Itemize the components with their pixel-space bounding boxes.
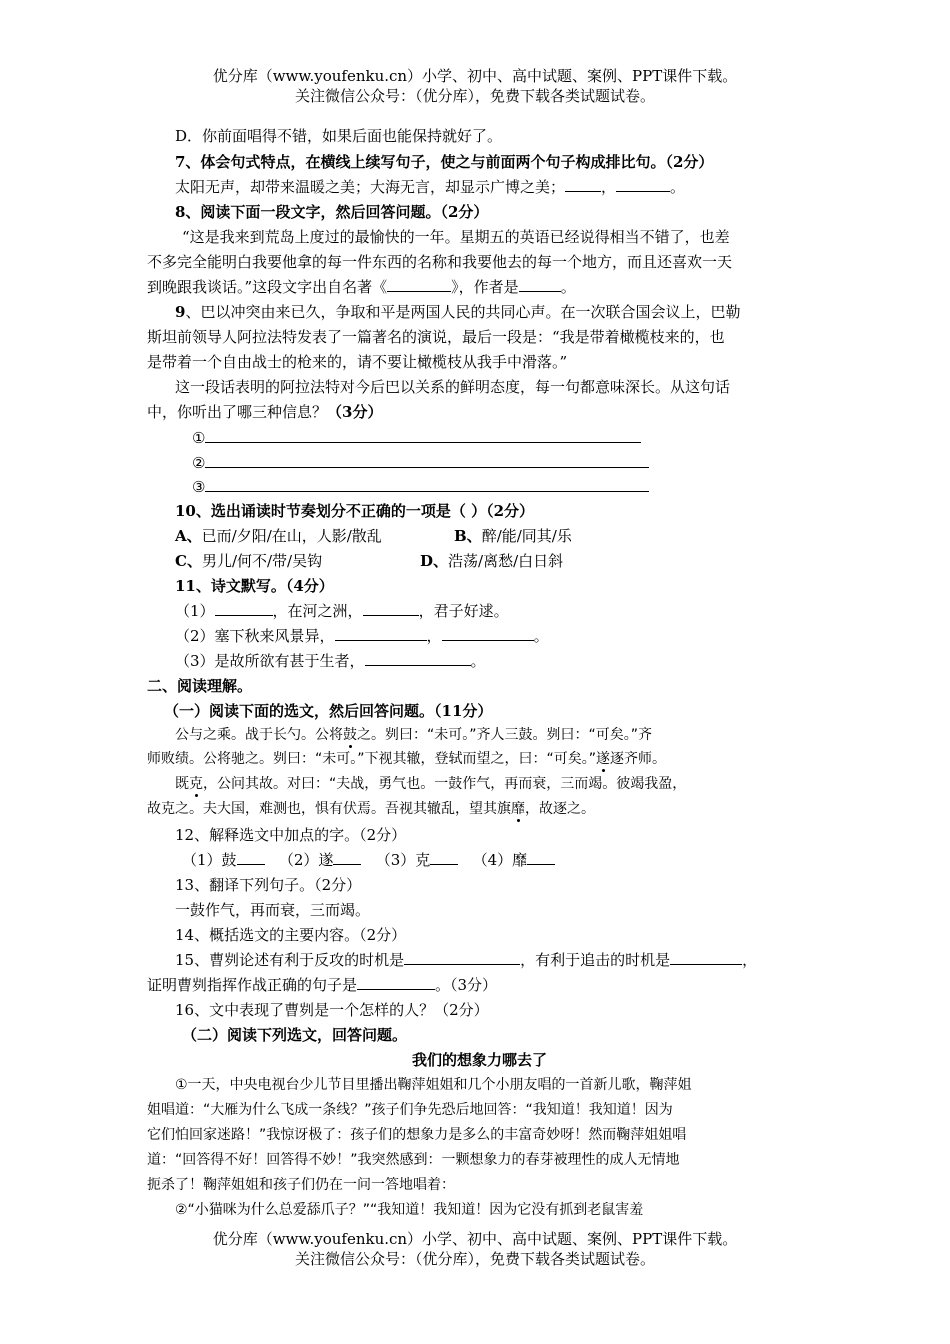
p1-l2a: 师败绩。公将驰之。刿曰：“未可。”下视其辙，登轼而望之，曰：“可矣。” bbox=[147, 751, 597, 767]
q12-blank-4[interactable] bbox=[527, 850, 555, 865]
passage-2-line-5: 扼杀了！鞠萍姐姐和孩子们仍在一问一答地唱着： bbox=[147, 1177, 455, 1193]
dotted-char-mi: 靡 bbox=[511, 801, 525, 817]
q10-option-b[interactable] bbox=[454, 527, 572, 545]
q9-score: （3分） bbox=[327, 403, 383, 421]
q8-text-3a: 到晚跟我谈话。”这段文字出自名著《 bbox=[147, 278, 388, 296]
q12-blank-2[interactable] bbox=[333, 850, 361, 865]
q11-l2b: ， bbox=[426, 627, 442, 645]
q9-text-4: 这一段话表明的阿拉法特对今后巴以关系的鲜明态度，每一句都意味深长。从这句话 bbox=[175, 378, 731, 396]
q8-text-3c: 。 bbox=[560, 278, 576, 296]
q9-answer-1 bbox=[192, 427, 857, 449]
q10-option-c-key: C、 bbox=[175, 552, 202, 570]
q10-option-a-key: A、 bbox=[175, 527, 202, 545]
q16-title: 16、文中表现了曹刿是一个怎样的人？（2分） bbox=[175, 1001, 489, 1019]
q10-option-b-text: 醉/能/同其/乐 bbox=[481, 527, 572, 545]
page-footer-line-1: 优分库（www.youfenku.cn）小学、初中、高中试题、案例、PPT课件下载。 bbox=[212, 1230, 738, 1248]
q13-text: 一鼓作气，再而衰，三而竭。 bbox=[175, 901, 371, 919]
q11-blank-5[interactable] bbox=[365, 651, 471, 666]
q12-item-3: （3）克 bbox=[375, 851, 431, 869]
dotted-char-gu: 鼓 bbox=[343, 727, 357, 743]
q12-title: 12、解释选文中加点的字。（2分） bbox=[175, 826, 407, 844]
q9-answer-1-blank[interactable] bbox=[205, 428, 641, 443]
q10-title: 10、选出诵读时节奏划分不正确的一项是（ ）（2分） bbox=[175, 502, 535, 520]
q11-l1a: （1） bbox=[175, 602, 215, 620]
q8-book-blank[interactable] bbox=[387, 277, 451, 292]
q15-blank-1[interactable] bbox=[404, 950, 520, 965]
page-header-line-2: 关注微信公众号：（优分库），免费下载各类试题试卷。 bbox=[294, 87, 655, 105]
q11-blank-4[interactable] bbox=[442, 626, 534, 641]
q12-item-1: （1）鼓 bbox=[182, 851, 237, 869]
q11-l1c: ，君子好逑。 bbox=[418, 602, 509, 620]
q13-title: 13、翻译下列句子。（2分） bbox=[175, 876, 362, 894]
passage-2-title: 我们的想象力哪去了 bbox=[411, 1051, 547, 1069]
q8-author-blank[interactable] bbox=[519, 277, 561, 292]
q12-item-4: （4）靡 bbox=[472, 851, 528, 869]
q8-text-1: “这是我来到荒岛上度过的最愉快的一年。星期五的英语已经说得相当不错了，也差 bbox=[182, 228, 730, 246]
q15-blank-3[interactable] bbox=[357, 975, 435, 990]
q9-answer-2-marker: ② bbox=[192, 454, 206, 472]
q9-answer-1-marker: ① bbox=[192, 429, 206, 447]
q7-end: 。 bbox=[670, 178, 686, 196]
q10-option-c[interactable] bbox=[175, 550, 420, 572]
q7-blank-1[interactable] bbox=[565, 177, 601, 192]
q12-blank-3[interactable] bbox=[430, 850, 458, 865]
q8-text-3b: 》，作者是 bbox=[451, 278, 519, 296]
q10-option-a-text: 已而/夕阳/在山，人影/散乱 bbox=[201, 527, 382, 545]
q12-item-2: （2）遂 bbox=[278, 851, 334, 869]
passage-2-line-1: ①一天，中央电视台少儿节目里播出鞠萍姐姐和几个小朋友唱的一首新儿歌，鞠萍姐 bbox=[175, 1077, 692, 1093]
q11-blank-3[interactable] bbox=[335, 626, 427, 641]
p1-l3b: ，公问其故。对曰：“夫战，勇气也。一鼓作气，再而衰，三而竭。彼竭我盈， bbox=[203, 776, 687, 792]
q9-text-5a: 中，你听出了哪三种信息？ bbox=[147, 403, 328, 421]
q10-option-d-key: D、 bbox=[420, 552, 449, 570]
q15-b: ，有利于追击的时机是 bbox=[520, 951, 671, 969]
passage-2-line-4: 道：“回答得不好！回答得不妙！”我突然感到：一颗想象力的春芽被理性的成人无情地 bbox=[147, 1152, 680, 1168]
passage-1-line-1 bbox=[175, 724, 840, 746]
dotted-char-ke: 克 bbox=[189, 776, 203, 792]
q8-title: 8、阅读下面一段文字，然后回答问题。（2分） bbox=[175, 203, 489, 221]
q9-text-1b: 、巴以冲突由来已久，争取和平是两国人民的共同心声。在一次联合国会议上，巴勒 bbox=[185, 303, 741, 321]
q7-text: 太阳无声，却带来温暖之美；大海无言，却显示广博之美； bbox=[175, 178, 566, 196]
q9-number: 9 bbox=[175, 303, 186, 321]
q15-line-2 bbox=[147, 974, 812, 996]
q10-option-c-text: 男儿/何不/带/吴钩 bbox=[201, 552, 323, 570]
q9-answer-3-blank[interactable] bbox=[205, 477, 649, 492]
p1-l4b: ，故逐之。 bbox=[525, 801, 595, 817]
page-footer-line-2: 关注微信公众号：（优分库），免费下载各类试题试卷。 bbox=[294, 1250, 655, 1268]
passage-2-line-2: 姐唱道：“大雁为什么飞成一条线？”孩子们争先恐后地回答：“我知道！我知道！因为 bbox=[147, 1102, 673, 1118]
q12-blank-1[interactable] bbox=[237, 850, 265, 865]
q7-line bbox=[175, 176, 840, 198]
q6-option-d: D．你前面唱得不错，如果后面也能保持就好了。 bbox=[175, 127, 503, 145]
q11-line-3 bbox=[175, 650, 840, 672]
dotted-char-sui: 遂 bbox=[596, 751, 611, 767]
q15-c: ， bbox=[742, 951, 758, 969]
p1-l1b: 之。刿曰：“未可。”齐人三鼓。刿曰：“可矣。”齐 bbox=[357, 727, 653, 743]
section-2-title: 二、阅读理解。 bbox=[147, 677, 253, 695]
p1-l2b: 逐齐师。 bbox=[610, 751, 667, 767]
q14-title: 14、概括选文的主要内容。（2分） bbox=[175, 926, 407, 944]
q9-answer-3 bbox=[192, 476, 857, 498]
q10-option-d-text: 浩荡/离愁/白日斜 bbox=[448, 552, 564, 570]
q15-d: 证明曹刿指挥作战正确的句子是 bbox=[147, 976, 358, 994]
q10-option-b-key: B、 bbox=[454, 527, 482, 545]
q15-line-1 bbox=[175, 949, 840, 971]
passage-1-line-2 bbox=[147, 748, 812, 770]
q9-answer-2 bbox=[192, 452, 857, 474]
q11-title: 11、诗文默写。（4分） bbox=[175, 577, 334, 595]
q9-text-5 bbox=[147, 401, 812, 423]
part-1-title: （一）阅读下面的选文，然后回答问题。（11分） bbox=[164, 702, 493, 720]
passage-1-line-4 bbox=[147, 798, 812, 820]
q11-blank-2[interactable] bbox=[363, 601, 419, 616]
q11-l1b: ，在河之洲， bbox=[272, 602, 363, 620]
passage-1-line-3 bbox=[175, 773, 840, 795]
q12-items bbox=[182, 849, 847, 871]
q9-text-3: 是带着一个自由战士的枪来的，请不要让橄榄枝从我手中滑落。” bbox=[147, 353, 568, 371]
q10-options-ab bbox=[175, 525, 840, 547]
q9-text-2: 斯坦前领导人阿拉法特发表了一篇著名的演说，最后一段是：“我是带着橄榄枝来的，也 bbox=[147, 328, 725, 346]
q15-e: 。（3分） bbox=[435, 976, 498, 994]
q7-sep: ， bbox=[601, 178, 617, 196]
q7-blank-2[interactable] bbox=[616, 177, 670, 192]
q11-blank-1[interactable] bbox=[215, 601, 273, 616]
p1-l1a: 公与之乘。战于长勺。公将 bbox=[175, 727, 343, 743]
q10-option-a[interactable] bbox=[175, 525, 454, 547]
q10-option-d[interactable] bbox=[420, 552, 563, 570]
q7-title: 7、体会句式特点，在横线上续写句子，使之与前面两个句子构成排比句。（2分） bbox=[175, 153, 714, 171]
q15-a: 15、曹刿论述有利于反攻的时机是 bbox=[175, 951, 405, 969]
q11-line-2 bbox=[175, 625, 840, 647]
p1-l3a: 既 bbox=[175, 776, 189, 792]
q10-options-cd bbox=[175, 550, 840, 572]
passage-2-line-3: 它们怕回家迷路！”我惊讶极了：孩子们的想象力是多么的丰富奇妙呀！然而鞠萍姐姐唱 bbox=[147, 1127, 687, 1143]
q15-blank-2[interactable] bbox=[670, 950, 742, 965]
q11-l2c: 。 bbox=[533, 627, 549, 645]
q11-l2a: （2）塞下秋来风景异， bbox=[175, 627, 335, 645]
part-2-title: （二）阅读下列选文，回答问题。 bbox=[182, 1026, 408, 1044]
passage-2-line-6: ②“小猫咪为什么总爱舔爪子？”“我知道！我知道！因为它没有抓到老鼠害羞 bbox=[175, 1202, 644, 1218]
page-header-line-1: 优分库（www.youfenku.cn）小学、初中、高中试题、案例、PPT课件下载。 bbox=[212, 67, 738, 85]
q9-answer-3-marker: ③ bbox=[192, 478, 206, 496]
q9-answer-2-blank[interactable] bbox=[205, 453, 649, 468]
q9-text-1 bbox=[175, 301, 840, 323]
q11-l3b: 。 bbox=[470, 652, 486, 670]
q11-line-1 bbox=[175, 600, 840, 622]
q8-text-2: 不多完全能明白我要他拿的每一件东西的名称和我要他去的每一个地方，而且还喜欢一天 bbox=[147, 253, 733, 271]
p1-l4a: 故克之。夫大国，难测也，惧有伏焉。吾视其辙乱，望其旗 bbox=[147, 801, 511, 817]
q11-l3a: （3）是故所欲有甚于生者， bbox=[175, 652, 365, 670]
q8-text-3 bbox=[147, 276, 812, 298]
